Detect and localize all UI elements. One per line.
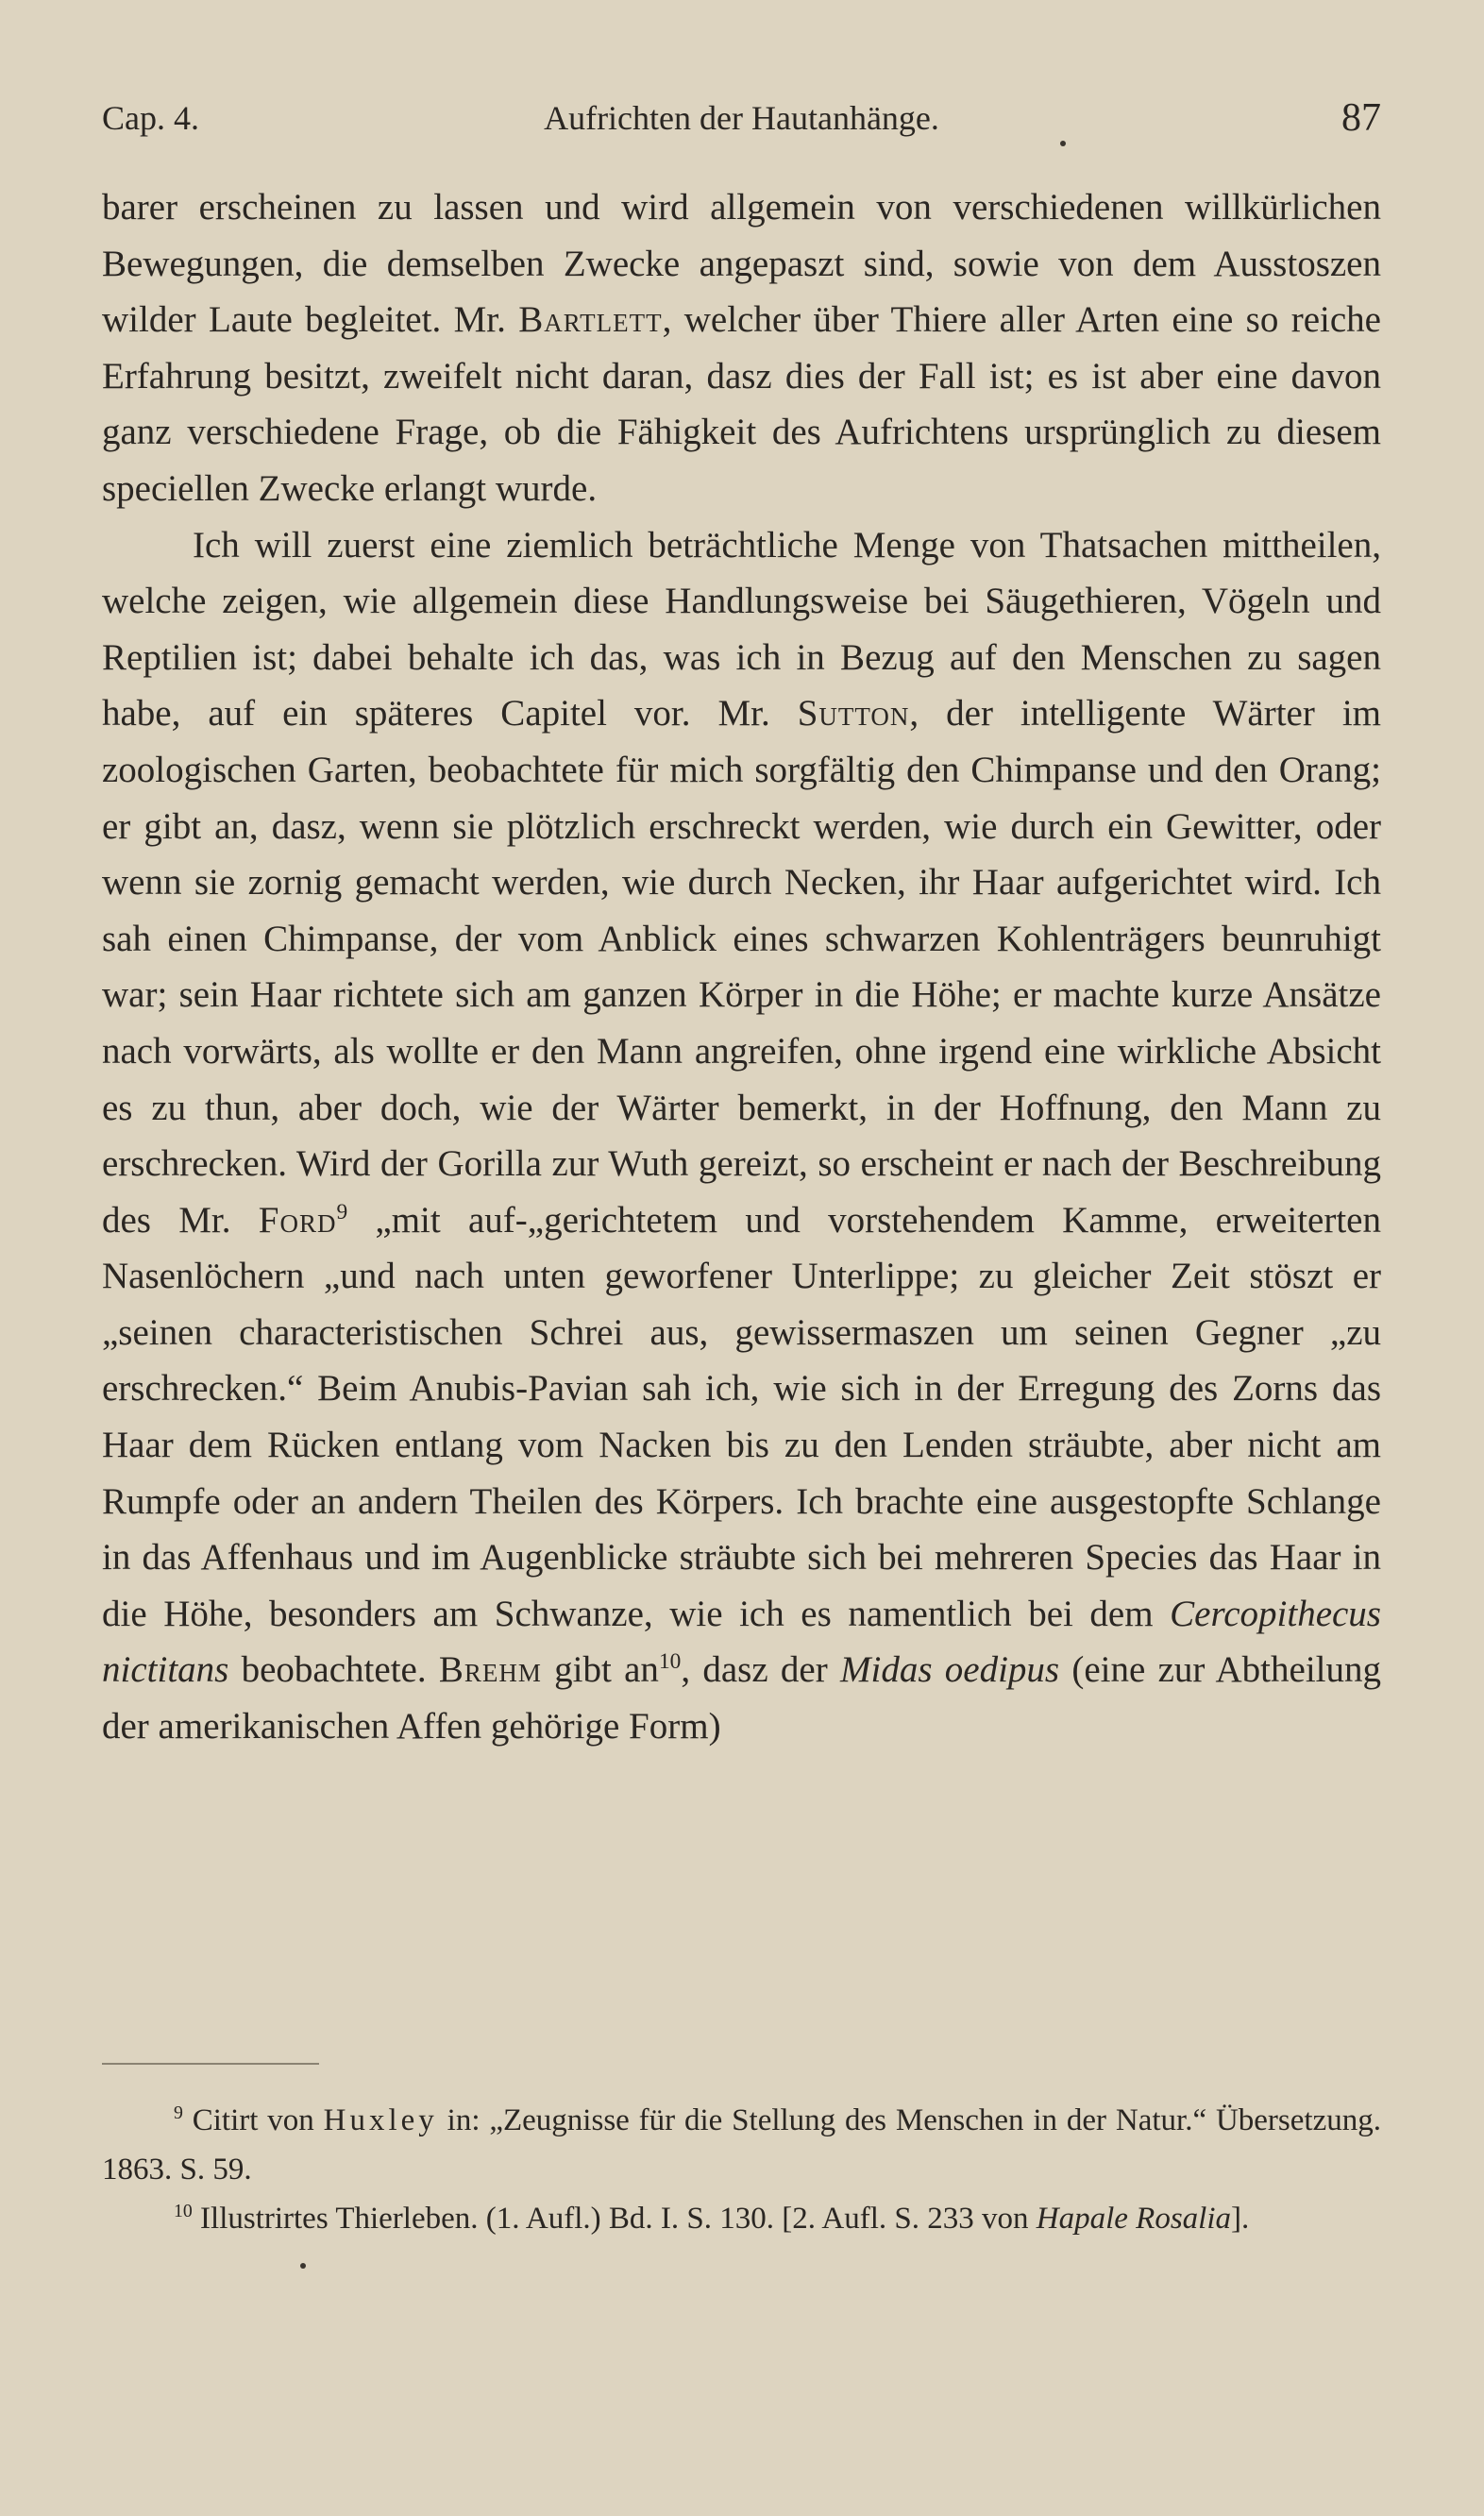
footnote-number: 10: [174, 2201, 193, 2221]
running-title: Aufrichten der Hautanhänge.: [544, 99, 939, 137]
text-run: Illustrirtes Thierleben. (1. Aufl.) Bd. I. S. 130. [2. Aufl. S. 233 von: [192, 2202, 1037, 2236]
species-name: Hapale Rosalia: [1036, 2202, 1231, 2236]
text-run: beobachtete.: [228, 1649, 439, 1691]
footnotes: [102, 2096, 1381, 2243]
footnote-divider: [102, 2063, 319, 2065]
text-run: gibt an: [541, 1649, 659, 1691]
person-name-bartlett: Bartlett: [518, 299, 663, 341]
paragraph: [102, 517, 1381, 1755]
text-run: , welcher über Thiere aller Arten eine so reiche Erfahrung besitzt, zweifelt nicht daran, dasz dies der Fall ist; es ist aber eine davon ganz verschiedene Frage, ob die Fähigkeit des Aufrichtens ursprünglich zu diesem speciellen Zwecke erlangt wurde.: [102, 299, 1381, 509]
person-name-ford: Ford: [258, 1199, 337, 1241]
text-run: Citirt von: [182, 2103, 324, 2137]
text-run: ].: [1231, 2202, 1250, 2236]
text-run: „mit auf-„gerichtetem und vorstehendem Kamme, erweiterten Nasenlöchern „und nach unten geworfener Unterlippe; zu gleicher Zeit stöszt er „seinen characteristischen Schrei aus, gewissermaszen um seinen Gegner „zu erschrecken.“ Beim Anubis-Pavian sah ich, wie sich in der Erregung des Zorns das Haar dem Rücken entlang vom Nacken bis zu den Lenden sträubte, aber nicht am Rumpfe oder an andern Theilen des Körpers. Ich brachte eine ausgestopfte Schlange in das Affenhaus und im Augenblicke sträubte sich bei mehreren Species das Haar in die Höhe, besonders am Schwanze, wie ich es namentlich bei dem: [102, 1199, 1381, 1634]
main-text: [102, 179, 1381, 1755]
footnote-ref-9: 9: [336, 1199, 348, 1224]
species-name: Midas oedipus: [840, 1649, 1060, 1691]
species-name: Cercopithecus nictitans: [102, 1593, 1381, 1691]
text-run: in: „Zeugnisse für die Stellung des Menschen in der Natur.“ Übersetzung. 1863. S. 59.: [102, 2103, 1381, 2187]
text-run: barer erscheinen zu lassen und wird allgemein von verschiedenen willkürlichen Bewegungen, die demselben Zwecke angepaszt sind, sowie von dem Ausstoszen wilder Laute begleitet. Mr.: [102, 187, 1381, 341]
footnote-9: [102, 2096, 1381, 2194]
print-speck: [1060, 141, 1066, 146]
footnote-ref-10: 10: [658, 1649, 682, 1675]
footnote-number: 9: [174, 2102, 183, 2123]
author-name: Huxley: [323, 2103, 438, 2137]
print-speck: [300, 2263, 306, 2269]
text-run: (eine zur Abtheilung der amerikanischen Affen gehörige Form): [102, 1649, 1381, 1748]
person-name-sutton: Sutton: [797, 693, 910, 735]
text-run: Ich will zuerst eine ziemlich beträchtliche Menge von Thatsachen mittheilen, welche zeigen, wie allgemein diese Handlungsweise bei Säugethieren, Vögeln und Reptilien ist; dabei behalte ich das, was ich in Bezug auf den Menschen zu sagen habe, auf ein späteres Capitel vor. Mr.: [102, 524, 1381, 735]
person-name-brehm: Brehm: [438, 1649, 542, 1691]
text-run: , dasz der: [681, 1649, 840, 1691]
chapter-label: Cap. 4.: [102, 99, 199, 137]
page-number: 87: [1341, 96, 1381, 140]
paragraph-continued: [102, 179, 1381, 517]
text-run: , der intelligente Wärter im zoologischen Garten, beobachtete für mich sorgfältig den Chimpanse und den Orang; er gibt an, dasz, wenn sie plötzlich erschreckt werden, wie durch ein Gewitter, oder wenn sie zornig gemacht werden, wie durch Necken, ihr Haar aufgerichtet wird. Ich sah einen Chimpanse, der vom Anblick eines schwarzen Kohlenträgers beunruhigt war; sein Haar richtete sich am ganzen Körper in die Höhe; er machte kurze Ansätze nach vorwärts, als wollte er den Mann angreifen, ohne irgend eine wirkliche Absicht es zu thun, aber doch, wie der Wärter bemerkt, in der Hoffnung, den Mann zu erschrecken. Wird der Gorilla zur Wuth gereizt, so erscheint er nach der Beschreibung des Mr.: [102, 693, 1381, 1241]
running-header: [102, 90, 1381, 146]
footnote-10: [102, 2194, 1381, 2243]
